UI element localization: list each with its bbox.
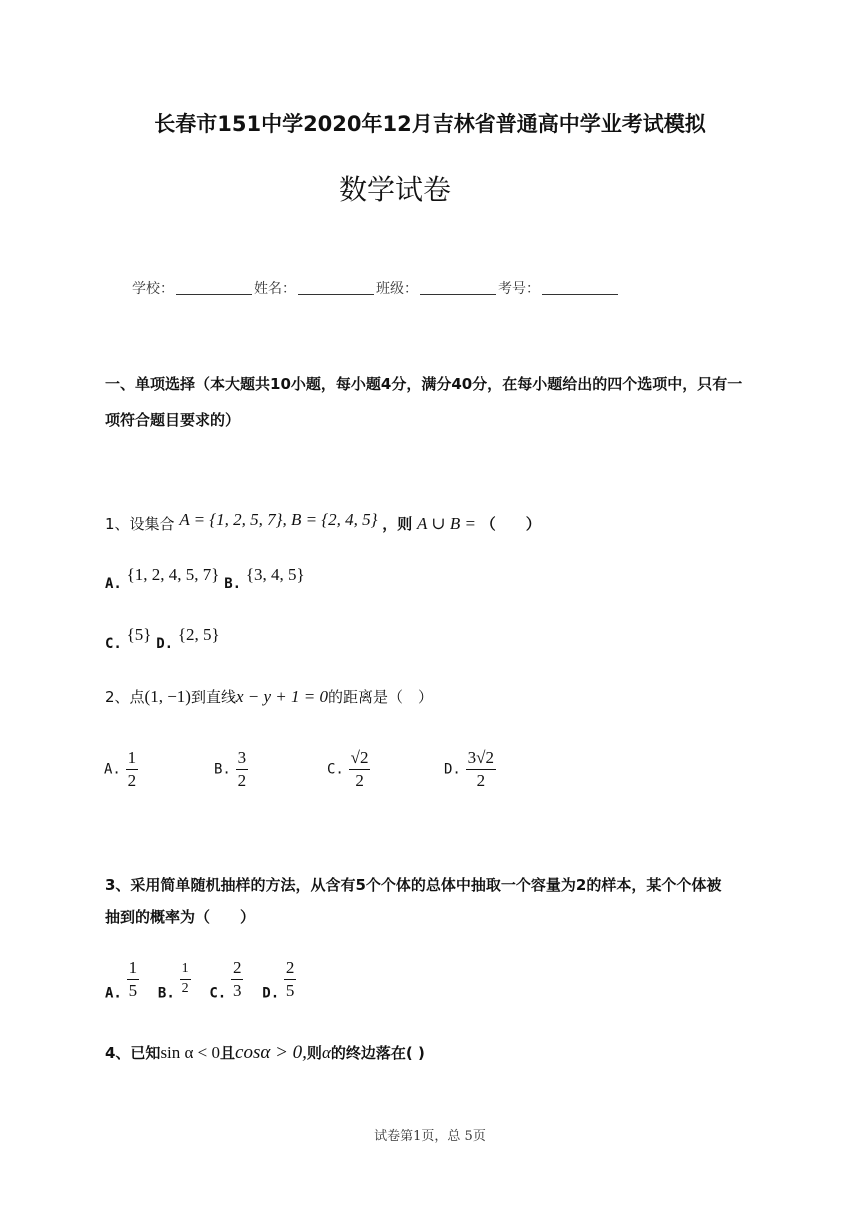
q3-option-d-den: 5 [285,980,295,1000]
q4-alpha: α [321,1043,331,1062]
q4-cond1: sin α < 0 [160,1043,221,1062]
q2-option-b-label: B. [214,761,231,778]
class-blank [420,294,496,295]
q4-suffix: 的终边落在( ) [330,1044,425,1062]
q3-option-a-label: A. [105,985,122,1002]
name-label: 姓名： [254,281,296,297]
q1-option-b-label: B. [224,576,242,592]
q1-option-b-value: {3, 4, 5} [245,565,305,584]
q4-prefix: 4、已知 [105,1044,161,1062]
q1-then: ，则 [382,515,413,533]
q1-option-c-value: {5} [126,625,152,644]
q3-option-a-den: 5 [128,980,138,1000]
question-3-line2: 抽到的概率为（ ） [105,908,256,926]
q3-option-b-den: 2 [181,980,189,996]
q2-option-d-num: 3√2 [466,748,496,770]
q2-option-b-den: 2 [237,770,247,790]
section-heading-line1: 一、单项选择（本大题共10小题，每小题4分，满分40分，在每小题给出的四个选项中，只有一 [105,375,743,393]
q2-option-a [104,748,138,790]
q3-option-b-num: 1 [180,961,191,979]
name-blank [298,294,374,295]
q4-cond2: cosα > 0, [235,1042,307,1063]
question-2 [105,686,433,707]
q2-option-d-label: D. [444,761,461,778]
question-1 [105,510,541,534]
school-label: 学校： [132,281,174,297]
q1-option-a-value: {1, 2, 4, 5, 7} [126,565,220,584]
q3-option-d-label: D. [262,985,280,1002]
q2-option-c-num: √2 [349,748,371,770]
q2-prefix: 2、点 [105,688,145,706]
q2-option-d-fraction [466,748,496,790]
page-title: 长春市151中学2020年12月吉林省普通高中学业考试模拟 [154,112,706,136]
q3-option-d-num: 2 [284,958,297,980]
q1-option-d-value: {2, 5} [177,625,220,644]
page-subtitle: 数学试卷 [338,173,451,206]
q2-mid: 到直线 [190,688,236,706]
class-label: 班级： [376,281,418,297]
q3-option-d-fraction [284,958,297,1000]
q3-option-a-num: 1 [127,958,140,980]
q2-option-d [444,748,496,790]
q2-line: x − y + 1 = 0 [235,687,328,706]
q2-option-b-fraction [236,748,249,790]
q4-then: 则 [306,1044,322,1062]
student-info [132,278,620,298]
q1-union: A ∪ B = [417,514,476,533]
q3-option-a-fraction [127,958,140,1000]
q2-option-c [327,748,370,790]
q1-options-row2 [105,625,220,652]
q2-option-c-fraction [349,748,371,790]
q2-option-d-den: 2 [476,770,486,790]
q3-option-c-den: 3 [232,980,242,1000]
q4-and: 且 [220,1044,236,1062]
q2-option-c-label: C. [327,761,344,778]
exam-no-label: 考号： [498,281,540,297]
q2-option-a-fraction [126,748,139,790]
q3-option-c-label: C. [209,985,227,1002]
exam-no-blank [542,294,618,295]
q2-suffix: 的距离是（ ） [328,688,434,706]
q1-option-c-label: C. [105,636,122,652]
q2-point: (1, −1) [144,687,191,706]
q3-options [105,958,296,1002]
q3-option-c-fraction [231,958,244,1000]
q2-option-a-num: 1 [126,748,139,770]
q2-option-a-den: 2 [127,770,137,790]
q3-option-c-num: 2 [231,958,244,980]
question-3-line1: 3、采用简单随机抽样的方法，从含有5个个体的总体中抽取一个容量为2的样本，某个个体被 [105,876,722,894]
q1-sets: A = {1, 2, 5, 7}, B = {2, 4, 5} [179,510,378,529]
school-blank [176,294,252,295]
q2-option-a-label: A. [104,761,121,778]
q1-prefix: 1、设集合 [105,515,175,533]
q1-option-d-label: D. [156,636,174,652]
q2-option-b-num: 3 [236,748,249,770]
q2-option-b [214,748,248,790]
question-4 [105,1042,425,1064]
q1-paren: （ ） [480,515,541,533]
q3-option-b-fraction [180,961,191,996]
section-heading-line2: 项符合题目要求的） [105,411,241,429]
q1-options-row1 [105,565,305,592]
q2-option-c-den: 2 [355,770,364,790]
q3-option-b-label: B. [157,985,175,1002]
page-footer: 试卷第1页，总 5页 [374,1129,486,1144]
q1-option-a-label: A. [105,576,122,592]
